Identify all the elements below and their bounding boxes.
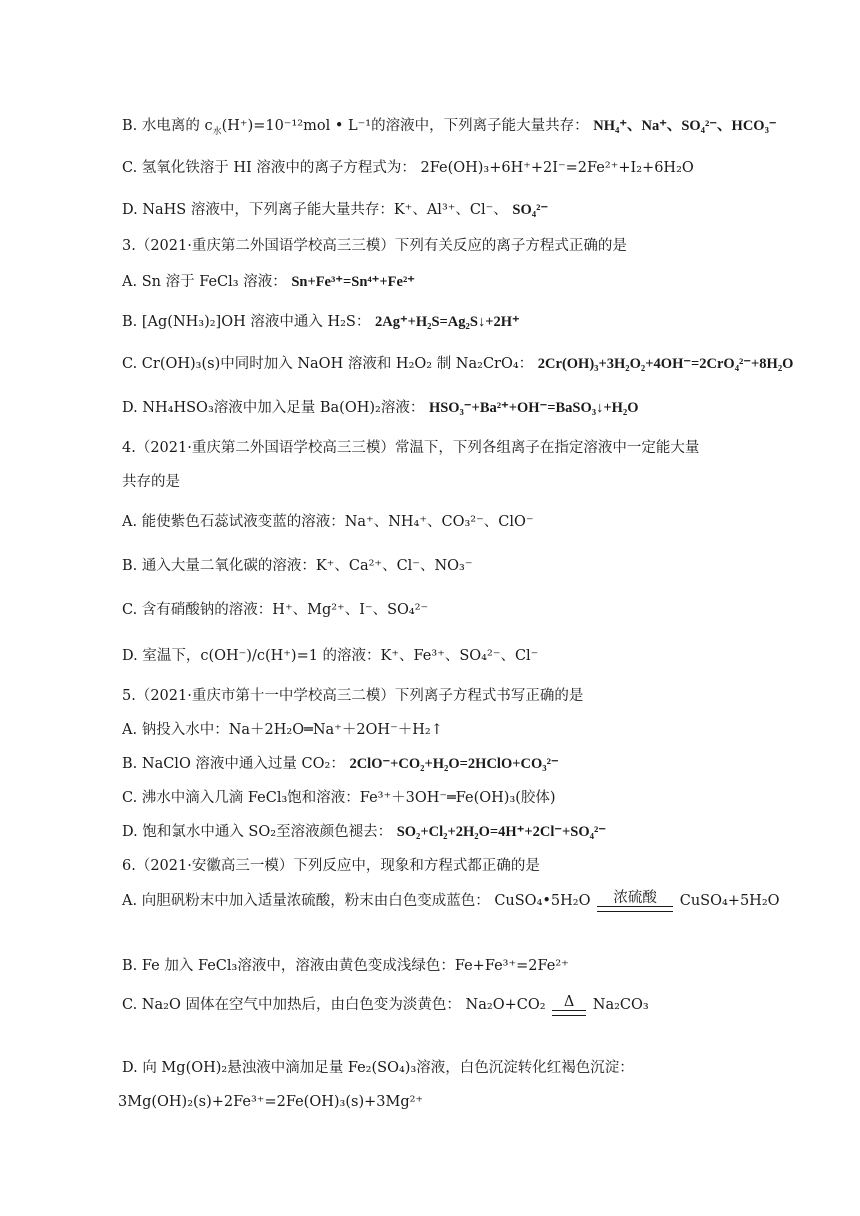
- question-4-stem-line2: 共存的是: [122, 474, 180, 490]
- option-d-q2: D. NaHS 溶液中，下列离子能大量共存：K⁺、Al³⁺、Cl⁻、 SO₄²⁻: [122, 202, 549, 218]
- option-c-q4: C. 含有硝酸钠的溶液：H⁺、Mg²⁺、I⁻、SO₄²⁻: [122, 602, 429, 618]
- question-6-stem: 6.（2021·安徽高三一模）下列反应中，现象和方程式都正确的是: [122, 858, 540, 874]
- option-d-q5: D. 饱和氯水中通入 SO₂至溶液颜色褪去： SO₂+Cl₂+2H₂O=4H⁺+2Cl⁻+SO₄²⁻: [122, 824, 606, 840]
- question-3-stem: 3.（2021·重庆第二外国语学校高三三模）下列有关反应的离子方程式正确的是: [122, 238, 627, 254]
- question-5-stem: 5.（2021·重庆市第十一中学校高三二模）下列离子方程式书写正确的是: [122, 688, 584, 704]
- option-c-q6: C. Na₂O 固体在空气中加热后，由白色变为淡黄色： Na₂O+CO₂ Δ Na₂CO₃: [122, 994, 649, 1016]
- heat-condition-arrow: Δ: [552, 994, 586, 1016]
- option-b-q2: B. 水电离的 $c_水(H^+)=10^{-12}mol$ • L⁻¹的溶液中，下列离子能大量共存： NH₄⁺、Na⁺、SO₄²⁻、HCO₃⁻: [122, 118, 777, 137]
- option-b-q6: B. Fe 加入 FeCl₃溶液中，溶液由黄色变成浅绿色：Fe+Fe³⁺=2Fe²⁺: [122, 958, 569, 974]
- option-c-q3: C. Cr(OH)₃(s)中同时加入 NaOH 溶液和 H₂O₂ 制 Na₂CrO₄： 2Cr(OH)₃+3H₂O₂+4OH⁻=2CrO₄²⁻+8H₂O: [122, 356, 794, 372]
- option-c-q2: C. 氢氧化铁溶于 HI 溶液中的离子方程式为： 2Fe(OH)₃+6H⁺+2I⁻=2Fe²⁺+I₂+6H₂O: [122, 160, 694, 176]
- reaction-condition-arrow: 浓硫酸: [597, 890, 673, 912]
- option-a-q4: A. 能使紫色石蕊试液变蓝的溶液：Na⁺、NH₄⁺、CO₃²⁻、ClO⁻: [122, 514, 534, 530]
- question-4-stem-line1: 4.（2021·重庆第二外国语学校高三三模）常温下，下列各组离子在指定溶液中一定能大量: [122, 440, 700, 456]
- option-a-q5: A. 钠投入水中：Na＋2H₂O═Na⁺＋2OH⁻＋H₂↑: [122, 722, 443, 738]
- option-d-q6-line2: 3Mg(OH)₂(s)+2Fe³⁺=2Fe(OH)₃(s)+3Mg²⁺: [118, 1094, 424, 1110]
- option-b-q5: B. NaClO 溶液中通入过量 CO₂： 2ClO⁻+CO₂+H₂O=2HClO+CO₃²⁻: [122, 756, 559, 772]
- option-d-q4: D. 室温下，c(OH⁻)/c(H⁺)=1 的溶液：K⁺、Fe³⁺、SO₄²⁻、Cl⁻: [122, 648, 539, 664]
- option-a-q3: A. Sn 溶于 FeCl₃ 溶液： Sn+Fe³⁺=Sn⁴⁺+Fe²⁺: [122, 274, 415, 290]
- option-a-q6: A. 向胆矾粉末中加入适量浓硫酸，粉末由白色变成蓝色： CuSO₄•5H₂O 浓硫酸 CuSO₄+5H₂O: [122, 890, 780, 912]
- option-b-q4: B. 通入大量二氧化碳的溶液：K⁺、Ca²⁺、Cl⁻、NO₃⁻: [122, 558, 473, 574]
- option-b-q3: B. [Ag(NH₃)₂]OH 溶液中通入 H₂S： 2Ag⁺+H₂S=Ag₂S↓+2H⁺: [122, 314, 520, 330]
- option-d-q3: D. NH₄HSO₃溶液中加入足量 Ba(OH)₂溶液： HSO₃⁻+Ba²⁺+OH⁻=BaSO₃↓+H₂O: [122, 400, 639, 416]
- option-d-q6-line1: D. 向 Mg(OH)₂悬浊液中滴加足量 Fe₂(SO₄)₃溶液，白色沉淀转化红褐色沉淀：: [122, 1060, 634, 1076]
- option-c-q5: C. 沸水中滴入几滴 FeCl₃饱和溶液：Fe³⁺＋3OH⁻═Fe(OH)₃(胶体): [122, 790, 556, 806]
